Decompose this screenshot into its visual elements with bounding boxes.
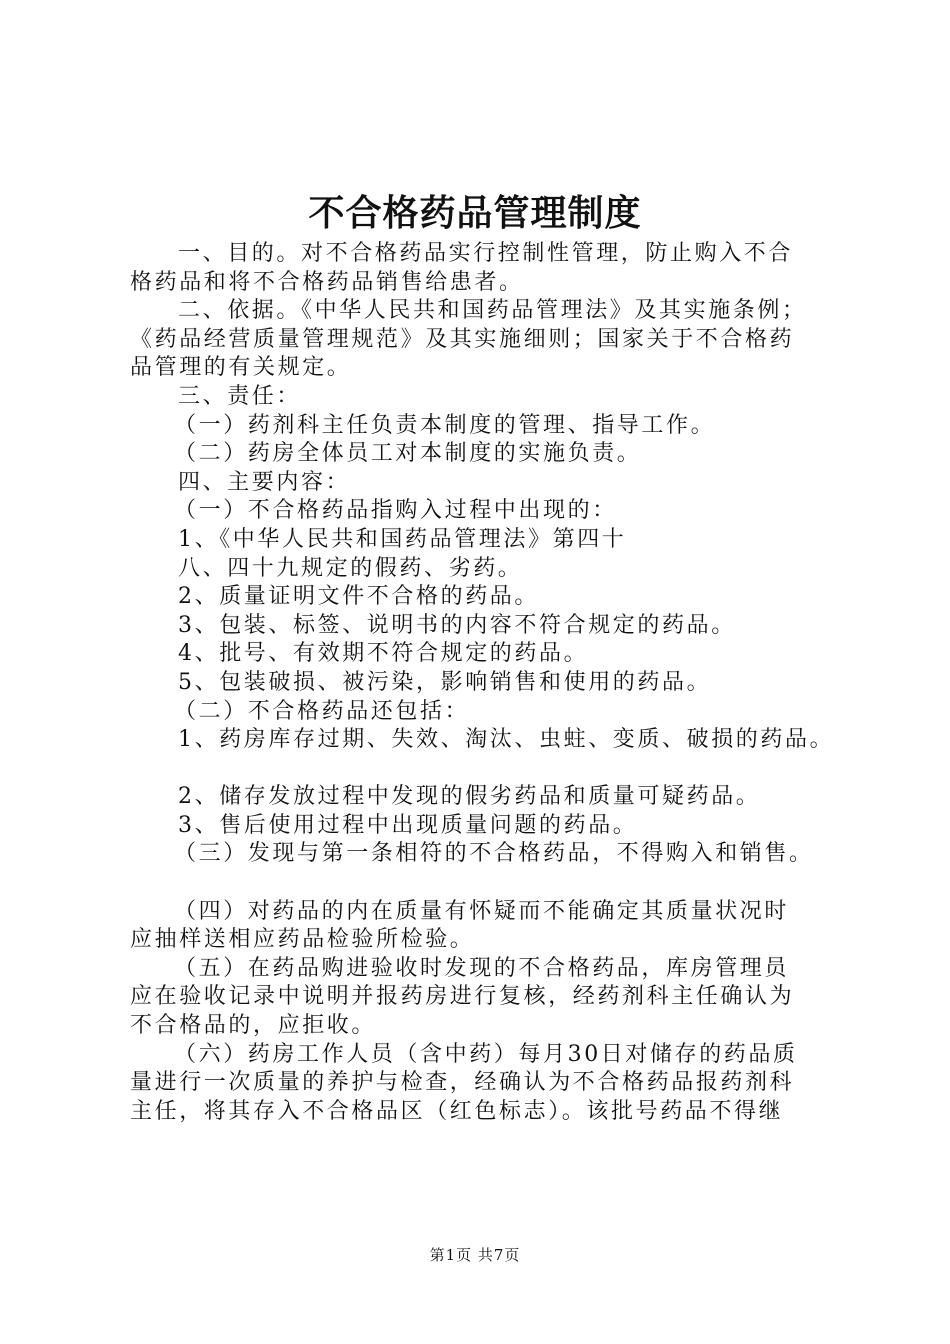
paragraph-line: （五）在药品购进验收时发现的不合格药品，库房管理员 [174, 955, 790, 981]
paragraph-line: 不合格品的，应拒收。 [130, 1013, 377, 1039]
page-number-footer: 第1页 共7页 [429, 1246, 521, 1264]
paragraph-line: 一、目的。对不合格药品实行控制性管理，防止购入不合 [178, 241, 794, 266]
paragraph-line: 1、药房库存过期、失效、淘汰、虫蛀、变质、破损的药品。 [178, 727, 835, 753]
blank-line [130, 755, 850, 784]
paragraph-line: （四）对药品的内在质量有怀疑而不能确定其质量状况时 [174, 898, 790, 924]
paragraph-line: 3、包装、标签、说明书的内容不符合规定的药品。 [178, 612, 736, 638]
paragraph-line: （二）不合格药品还包括： [174, 698, 470, 724]
paragraph-line: 《药品经营质量管理规范》及其实施细则；国家关于不合格药 [130, 326, 795, 352]
paragraph-line: （一）不合格药品指购入过程中出现的： [174, 498, 617, 524]
paragraph-line: 3、售后使用过程中出现质量问题的药品。 [178, 812, 638, 838]
paragraph-line: （一）药剂科主任负责本制度的管理、指导工作。 [174, 412, 716, 438]
paragraph-line: 应抽样送相应药品检验所检验。 [130, 927, 475, 953]
paragraph-line: 三、责任： [178, 383, 302, 409]
blank-line [130, 869, 850, 898]
paragraph-line: 二、依据。《中华人民共和国药品管理法》及其实施条例； [178, 298, 807, 324]
paragraph-line: （六）药房工作人员（含中药）每月30日对储存的药品质 [174, 1041, 798, 1067]
paragraph-line: 格药品和将不合格药品销售给患者。 [130, 269, 524, 295]
document-body [130, 240, 850, 1126]
paragraph-line: 4、批号、有效期不符合规定的药品。 [178, 641, 589, 667]
paragraph-line: 5、包装破损、被污染，影响销售和使用的药品。 [178, 669, 712, 695]
document-title: 不合格药品管理制度 [308, 192, 642, 234]
paragraph-line: 四、主要内容： [178, 469, 351, 495]
paragraph-line: 品管理的有关规定。 [130, 355, 352, 381]
paragraph-line: 1、《中华人民共和国药品管理法》第四十 [178, 526, 627, 552]
paragraph-line: 应在验收记录中说明并报药房进行复核，经药剂科主任确认为 [130, 984, 795, 1010]
paragraph-line: （三）发现与第一条相符的不合格药品，不得购入和销售。 [174, 841, 814, 867]
paragraph-line: 2、储存发放过程中发现的假劣药品和质量可疑药品。 [178, 784, 761, 810]
paragraph-line: 主任，将其存入不合格品区（红色标志）。该批号药品不得继 [130, 1098, 784, 1124]
paragraph-line: 2、质量证明文件不合格的药品。 [178, 584, 539, 610]
paragraph-line: 量进行一次质量的养护与检查，经确认为不合格药品报药剂科 [130, 1070, 795, 1096]
paragraph-line: （二）药房全体员工对本制度的实施负责。 [174, 441, 642, 467]
paragraph-line: 八、四十九规定的假药、劣药。 [178, 555, 523, 581]
